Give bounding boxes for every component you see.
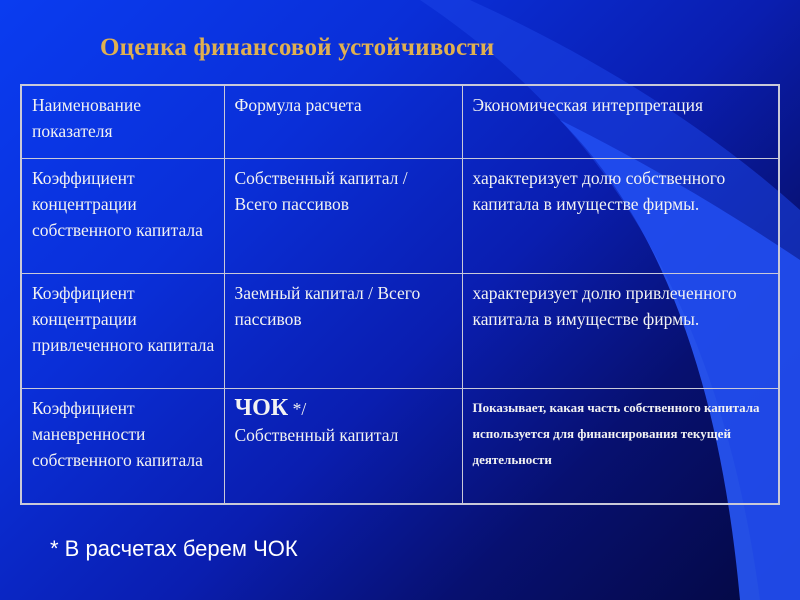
formula-operator: */: [288, 399, 307, 419]
indicator-name: Коэффициент маневренности собственного капитала: [21, 389, 224, 505]
indicator-name: Коэффициент концентрации собственного капитала: [21, 159, 224, 274]
indicators-table: [20, 84, 780, 505]
table-row: [21, 159, 779, 274]
indicator-interpretation: Показывает, какая часть собственного капитала используется для финансирования текущей деятельности: [462, 389, 779, 505]
formula-chok: ЧОК: [234, 395, 289, 421]
formula-denominator: Собственный капитал: [234, 425, 399, 445]
indicator-formula: [224, 389, 462, 505]
table-row: [21, 389, 779, 505]
slide-title: Оценка финансовой устойчивости: [100, 34, 495, 61]
indicator-interpretation: характеризует долю привлеченного капитала в имуществе фирмы.: [462, 274, 779, 389]
indicator-interpretation: характеризует долю собственного капитала в имуществе фирмы.: [462, 159, 779, 274]
header-name: Наименование показателя: [21, 85, 224, 159]
indicator-formula: Заемный капитал / Всего пассивов: [224, 274, 462, 389]
indicator-formula: Собственный капитал / Всего пассивов: [224, 159, 462, 274]
header-interpretation: Экономическая интерпретация: [462, 85, 779, 159]
table-row: [21, 274, 779, 389]
footnote: * В расчетах берем ЧОК: [50, 536, 298, 561]
table-header-row: [21, 85, 779, 159]
indicator-name: Коэффициент концентрации привлеченного капитала: [21, 274, 224, 389]
header-formula: Формула расчета: [224, 85, 462, 159]
